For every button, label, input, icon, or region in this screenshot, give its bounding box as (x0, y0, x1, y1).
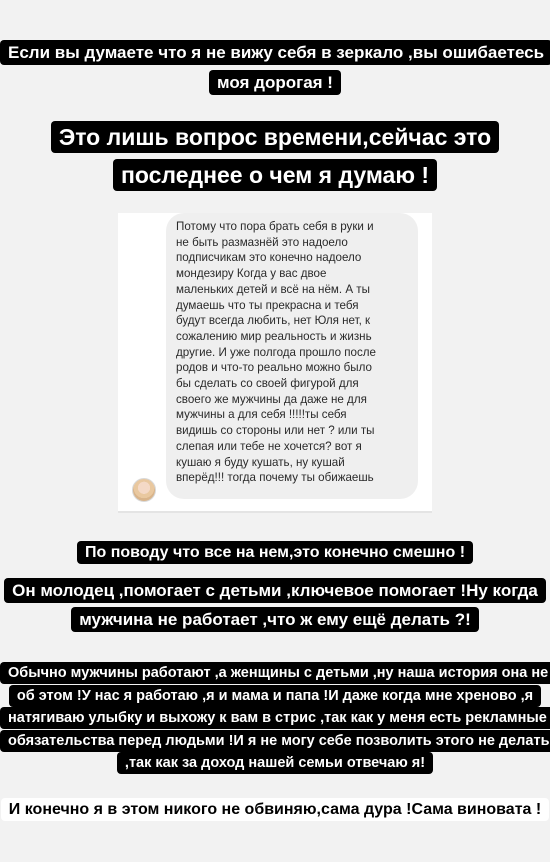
caption-time-text: Это лишь вопрос времени,сейчас это последнее о чем я думаю ! (51, 121, 499, 191)
caption-he-helps (0, 576, 550, 634)
caption-everything-on-him-text: По поводу что все на нем,это конечно смешно ! (77, 541, 473, 564)
caption-no-blame-text: И конечно я в этом никого не обвиняю,сама дура !Сама виновата ! (1, 798, 549, 821)
caption-he-helps-text: Он молодец ,помогает с детьми ,ключевое помогает !Ну когда мужчина не работает ,что ж ему ещё делать ?! (4, 578, 546, 632)
caption-everything-on-him (0, 540, 550, 566)
message-text: Потому что пора брать себя в руки и не быть размазнёй это надоело подписчикам это конечно надоело мондезиру Когда у вас двое маленьких детей и всё на нём. А ты думаешь что ты прекрасна и тебя будут всегда любить, нет Юля нет, к сожалению мир реальность и жизнь другие. И уже полгода прошло после родов и что-то реально можно было бы сделать со своей фигурой для своего же мужчины да даже не для мужчины а для себя !!!!!ты себя видишь со стороны или нет ? или ты слепая или тебе не хочется? вот я кушаю я буду кушать, ну кушай вперёд!!! тогда почему ты обижаешь (176, 220, 376, 485)
caption-mirror-text: Если вы думаете что я не вижу себя в зеркало ,вы ошибаетесь моя дорогая ! (0, 40, 550, 95)
caption-time (0, 118, 550, 194)
message-bubble (166, 213, 418, 499)
sender-avatar (132, 478, 156, 502)
message-screenshot (118, 213, 432, 513)
caption-our-story (0, 662, 550, 775)
caption-mirror (0, 38, 550, 98)
caption-no-blame (0, 798, 550, 822)
caption-our-story-text: Обычно мужчины работают ,а женщины с детьми ,ну наша история она не об этом !У нас я работаю ,я и мама и папа !И даже когда мне хреново ,я натягиваю улыбку и выхожу к вам в стрис ,так как у меня есть рекламные обязательства перед людьми !И я не могу себе позволить этого не делать ,так как за доход нашей семьи отвечаю я! (0, 662, 550, 774)
